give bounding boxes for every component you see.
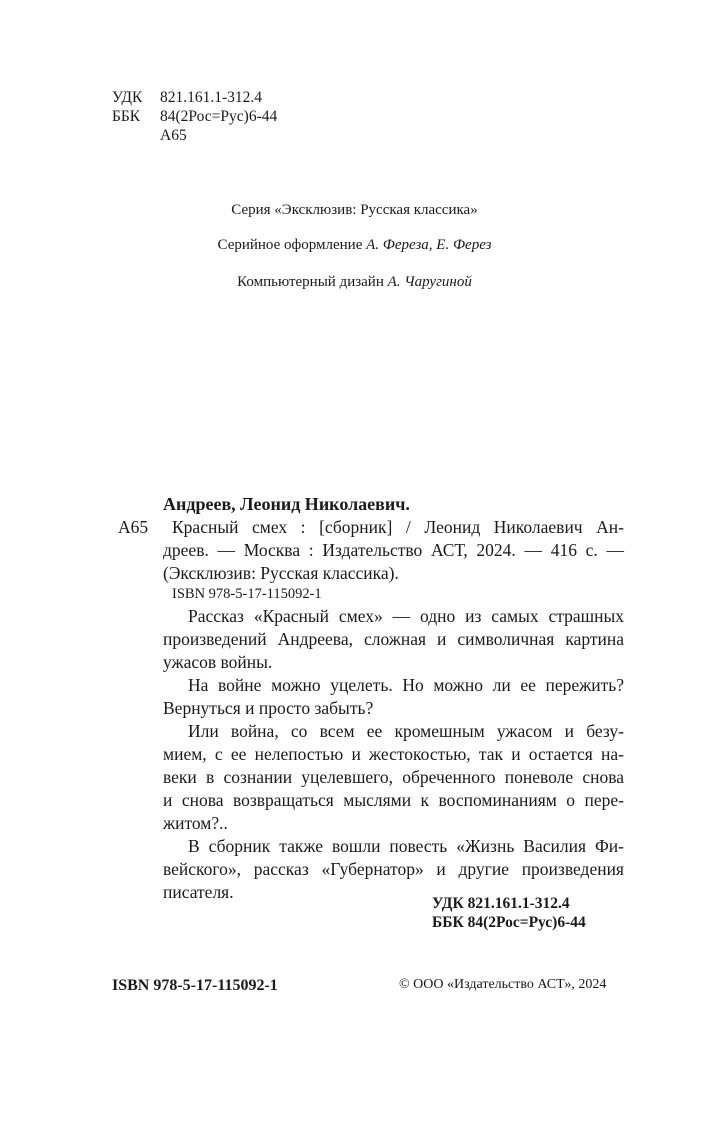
annotation-line: Вернуться и просто забыть? [163,698,374,718]
annotation-line: вейского», рассказ «Губернатор» и другие произведения [163,859,624,879]
footer-isbn: ISBN 978-5-17-115092-1 [112,977,278,994]
annotation-line: и снова возвращаться мыслями к воспоминаниям о пере- [163,790,624,810]
bib-line: Красный смех : [сборник] / Леонид Николаевич Ан- [172,517,624,537]
bib-mark: А65 [118,517,149,537]
bbk-code: 84(2Рос=Рус)6-44 [160,108,278,125]
annotation-line: писателя. [163,882,234,902]
annotation-line: На войне можно уцелеть. Но можно ли ее пережить? [188,675,624,695]
signature-udk: УДК 821.161.1-312.4 [432,895,570,912]
bib-isbn: ISBN 978-5-17-115092-1 [172,586,322,602]
design-names: А. Фереза, Е. Ферез [366,237,492,253]
design-prefix: Серийное оформление [217,237,367,253]
bib-line: (Эксклюзив: Русская классика). [163,563,399,583]
annotation-line: произведений Андреева, сложная и символичная картина [163,629,624,649]
annotation-line: Рассказ «Красный смех» — одно из самых страшных [188,606,624,626]
series-line: Серия «Эксклюзив: Русская классика» [231,202,478,218]
signature-bbk: ББК 84(2Рос=Рус)6-44 [432,914,586,931]
annotation-line: Или война, со всем ее кромешным ужасом и безу- [188,721,624,741]
bbk-label: ББК [112,108,141,125]
annotation-line: ужасов войны. [163,652,273,672]
author-mark: А65 [160,127,187,144]
annotation-line: веки в сознании уцелевшего, обреченного поневоле снова [163,767,624,787]
annotation-line: житом?.. [163,813,228,833]
annotation-line: В сборник также вошли повесть «Жизнь Василия Фи- [188,836,624,856]
copyright-notice: © ООО «Издательство АСТ», 2024 [399,977,607,992]
author-heading: Андреев, Леонид Николаевич. [163,494,410,514]
bib-line: дреев. — Москва : Издательство АСТ, 2024. — 416 с. — [163,540,624,560]
udk-code: 821.161.1-312.4 [160,89,263,106]
udk-label: УДК [112,89,143,106]
computer-name: А. Чаругиной [387,274,472,290]
annotation-line: мием, с ее нелепостью и жестокостью, так и остается на- [163,744,624,764]
computer-prefix: Компьютерный дизайн [237,274,388,290]
